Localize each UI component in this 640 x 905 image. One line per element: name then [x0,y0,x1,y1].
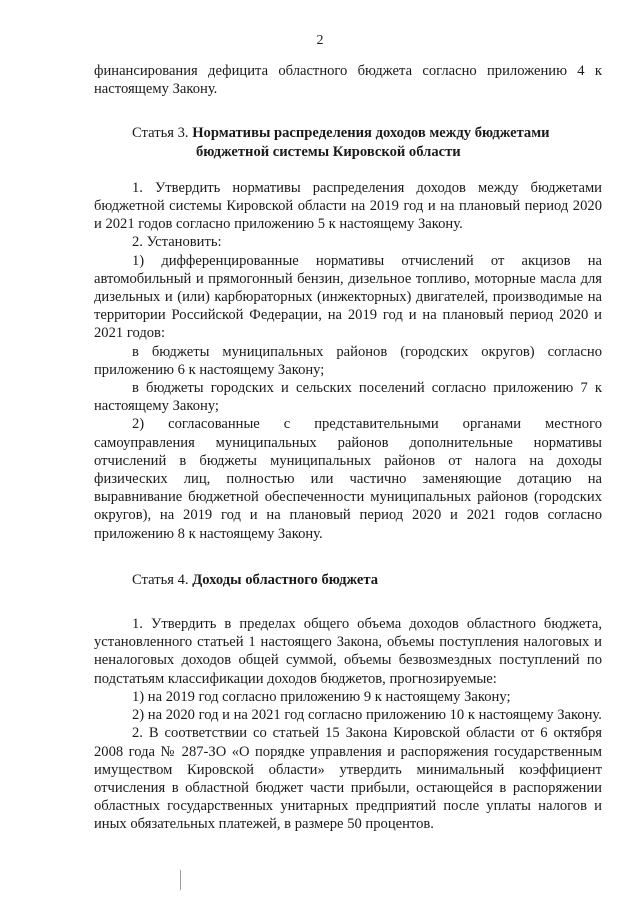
article-4-paragraph: 2. В соответствии со статьей 15 Закона Кировской области от 6 октября 2008 года № 287-ЗО «О порядке управления и распоряжения государственным имуществом Кировской области» утвердить минимальный коэффициент отчисления в областной бюджет части прибыли, остающейся в распоряжении областных государственных унитарных предприятий после уплаты налогов и иных обязательных платежей, в размере 50 процентов. [94,725,602,833]
article-4-title: Доходы областного бюджета [192,571,379,588]
scan-mark [180,870,181,890]
article-3-paragraph: 1. Утвердить нормативы распределения доходов между бюджетами бюджетной системы Кировской области на 2019 год и на плановый период 2020 и 2021 годов согласно приложению 5 к настоящему Закону. [94,179,602,233]
document-body [94,62,602,834]
article-4-prefix: Статья 4. [132,571,189,588]
article-4-paragraph: 1) на 2019 год согласно приложению 9 к настоящему Закону; [132,688,511,705]
article-3-paragraph: в бюджеты городских и сельских поселений согласно приложению 7 к настоящему Закону; [94,380,602,415]
article-3-paragraph: 2. Установить: [132,234,222,251]
article-4-heading [94,571,602,589]
article-3-heading [94,124,602,142]
article-3-title-line2: бюджетной системы Кировской области [196,143,461,160]
article-3-paragraph: 2) согласованные с представительными органами местного самоуправления муниципальных районов дополнительные нормативы отчислений в бюджеты муниципальных районов от налога на доходы физических лиц, полностью или частично заменяющие дотацию на выравнивание бюджетной обеспеченности муниципальных районов (городских округов), на 2019 год и на плановый период 2020 и 2021 годов согласно приложению 8 к настоящему Закону. [94,416,602,542]
page-number: 2 [316,33,324,48]
intro-paragraph: финансирования дефицита областного бюджета согласно приложению 4 к настоящему Закону. [94,63,602,98]
article-3-paragraph: в бюджеты муниципальных районов (городских округов) согласно приложению 6 к настоящему Закону; [94,343,602,378]
article-3-paragraph: 1) дифференцированные нормативы отчислений от акцизов на автомобильный и прямогонный бензин, дизельное топливо, моторные масла для дизельных и (или) карбюраторных (инжекторных) двигателей, производимые на территории Российской Федерации, на 2019 год и на плановый период 2020 и 2021 годов: [94,252,602,342]
article-4-paragraph: 2) на 2020 год и на 2021 год согласно приложению 10 к настоящему Закону. [132,707,602,724]
article-4-paragraph: 1. Утвердить в пределах общего объема доходов областного бюджета, установленного статьей 1 настоящего Закона, объемы поступления налоговых и неналоговых доходов общей суммой, объемы безвозмездных поступлений по подстатьям классификации доходов бюджетов, прогнозируемые: [94,616,602,687]
article-3-title-line1: Нормативы распределения доходов между бюджетами [192,125,550,142]
article-3-prefix: Статья 3. [132,125,189,142]
